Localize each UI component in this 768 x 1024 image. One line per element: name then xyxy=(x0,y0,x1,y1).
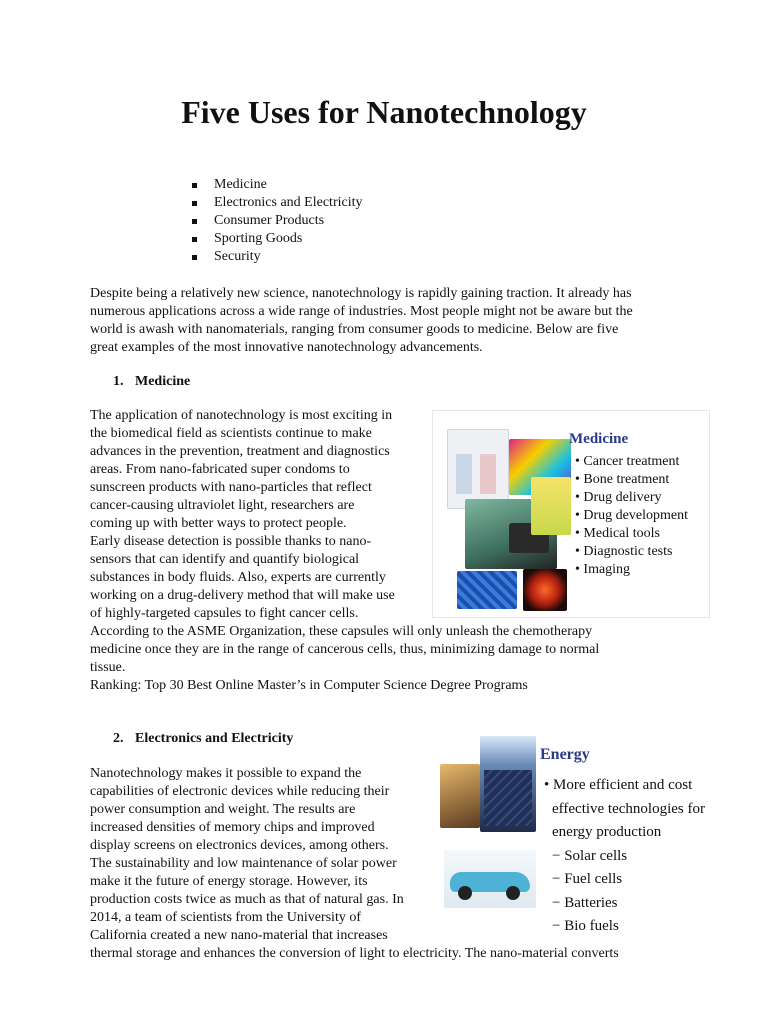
text-line: capabilities of electronic devices while reducing their xyxy=(90,784,390,799)
list-item-label: Consumer Products xyxy=(214,213,325,228)
medicine-paragraph-continued xyxy=(90,623,710,695)
square-bullet-icon xyxy=(192,183,197,188)
section-title: Medicine xyxy=(135,374,191,389)
figure-list-item: • Drug development xyxy=(575,508,688,523)
blood-cells-image xyxy=(457,571,517,609)
text-line: Early disease detection is possible thanks to nano- xyxy=(90,534,372,549)
list-item xyxy=(192,212,363,230)
list-item-label: Medicine xyxy=(214,177,267,192)
text-line: California created a new nano-material that increases xyxy=(90,928,388,943)
figure-list-item: − Batteries xyxy=(552,894,618,911)
list-item-label: Electronics and Electricity xyxy=(214,195,363,210)
nanotube-image xyxy=(440,764,480,828)
list-item xyxy=(192,176,363,194)
figure-list-item: effective technologies for xyxy=(552,800,705,817)
figure-title: Medicine xyxy=(569,431,629,447)
figure-list-item: − Solar cells xyxy=(552,847,628,864)
text-line: The application of nanotechnology is most exciting in xyxy=(90,408,393,423)
figure-item-label: Bone treatment xyxy=(583,472,670,487)
electronics-paragraph xyxy=(90,765,435,945)
figure-item-label: Drug delivery xyxy=(583,490,662,505)
figure-list-item: • Diagnostic tests xyxy=(575,544,673,559)
vials-image xyxy=(447,429,509,509)
text-line: thermal storage and enhances the conversion of light to electricity. The nano-material converts xyxy=(90,946,619,961)
figure-item-label: Imaging xyxy=(583,562,631,577)
solar-panel-image xyxy=(480,736,536,832)
text-line: increased densities of memory chips and improved xyxy=(90,820,375,835)
medicine-figure xyxy=(432,410,710,618)
figure-list-item: • Medical tools xyxy=(575,526,661,541)
electronics-paragraph-continued xyxy=(90,945,710,963)
section-number: 1. xyxy=(113,374,124,389)
list-item xyxy=(192,248,363,266)
figure-title: Energy xyxy=(540,746,590,763)
intro-paragraph xyxy=(90,285,690,357)
text-line: world is awash with nanomaterials, ranging from consumer goods to medicine. Below are five xyxy=(90,322,619,337)
text-line: areas. From nano-fabricated super condoms to xyxy=(90,462,350,477)
list-item xyxy=(192,230,363,248)
square-bullet-icon xyxy=(192,255,197,260)
section-number: 2. xyxy=(113,731,124,746)
figure-list-item: energy production xyxy=(552,824,662,840)
text-line: power consumption and weight. The results are xyxy=(90,802,356,817)
text-line: tissue. xyxy=(90,660,126,675)
figure-list-item: • Imaging xyxy=(575,562,631,577)
figure-item-label: Drug development xyxy=(583,508,688,523)
text-line: the biomedical field as scientists continue to make xyxy=(90,426,372,441)
list-item xyxy=(192,194,363,212)
figure-item-label: Diagnostic tests xyxy=(583,544,673,559)
square-bullet-icon xyxy=(192,201,197,206)
ranking-line: Ranking: Top 30 Best Online Master’s in Computer Science Degree Programs xyxy=(90,678,528,693)
figure-list-item: • Bone treatment xyxy=(575,472,670,487)
text-line: coming up with better ways to protect people. xyxy=(90,516,347,531)
energy-figure xyxy=(440,730,708,940)
square-bullet-icon xyxy=(192,237,197,242)
list-item-label: Security xyxy=(214,249,261,264)
electric-car-image xyxy=(444,850,536,908)
text-line: According to the ASME Organization, these capsules will only unleash the chemotherapy xyxy=(90,624,593,639)
square-bullet-icon xyxy=(192,219,197,224)
uses-list xyxy=(192,176,363,266)
text-line: Nanotechnology makes it possible to expand the xyxy=(90,766,362,781)
text-line: The sustainability and low maintenance of solar power xyxy=(90,856,397,871)
text-line: make it the future of energy storage. However, its xyxy=(90,874,368,889)
text-line: medicine once they are in the range of cancerous cells, thus, minimizing damage to normal xyxy=(90,642,600,657)
energy-figure-list xyxy=(544,774,705,939)
figure-list-item: • Cancer treatment xyxy=(575,454,680,469)
text-line: numerous applications across a wide range of industries. Most people might not be aware but the xyxy=(90,304,633,319)
section-heading-electronics xyxy=(113,730,293,748)
medicine-figure-list xyxy=(575,453,688,579)
text-line: sunscreen products with nano-particles that reflect xyxy=(90,480,372,495)
text-line: great examples of the most innovative nanotechnology advancements. xyxy=(90,340,483,355)
figure-list-item: − Fuel cells xyxy=(552,871,623,887)
text-line: working on a drug-delivery method that will make use xyxy=(90,588,395,603)
figure-list-item: • Drug delivery xyxy=(575,490,662,505)
list-item-label: Sporting Goods xyxy=(214,231,303,246)
text-line: 2014, a team of scientists from the University of xyxy=(90,910,361,925)
text-line: Despite being a relatively new science, nanotechnology is rapidly gaining traction. It already has xyxy=(90,286,632,301)
text-line: of highly-targeted capsules to fight cancer cells. xyxy=(90,606,359,621)
page-title: Five Uses for Nanotechnology xyxy=(181,94,587,130)
text-line: advances in the prevention, treatment and diagnostics xyxy=(90,444,390,459)
text-line: substances in body fluids. Also, experts are currently xyxy=(90,570,386,585)
cancer-cell-image xyxy=(523,569,567,611)
test-tube-image xyxy=(531,477,571,535)
text-line: sensors that can identify and quantify biological xyxy=(90,552,360,567)
text-line: display screens on electronics devices, among others. xyxy=(90,838,389,853)
medicine-paragraph xyxy=(90,407,430,623)
section-title: Electronics and Electricity xyxy=(135,731,294,746)
figure-item-label: Cancer treatment xyxy=(583,454,680,469)
section-heading-medicine xyxy=(113,373,190,391)
text-line: production costs twice as much as that of natural gas. In xyxy=(90,892,404,907)
figure-list-item: − Bio fuels xyxy=(552,918,619,934)
figure-list-item: • More efficient and cost xyxy=(544,777,693,793)
text-line: cancer-causing ultraviolet light, researchers are xyxy=(90,498,355,513)
figure-item-label: Medical tools xyxy=(583,526,661,541)
